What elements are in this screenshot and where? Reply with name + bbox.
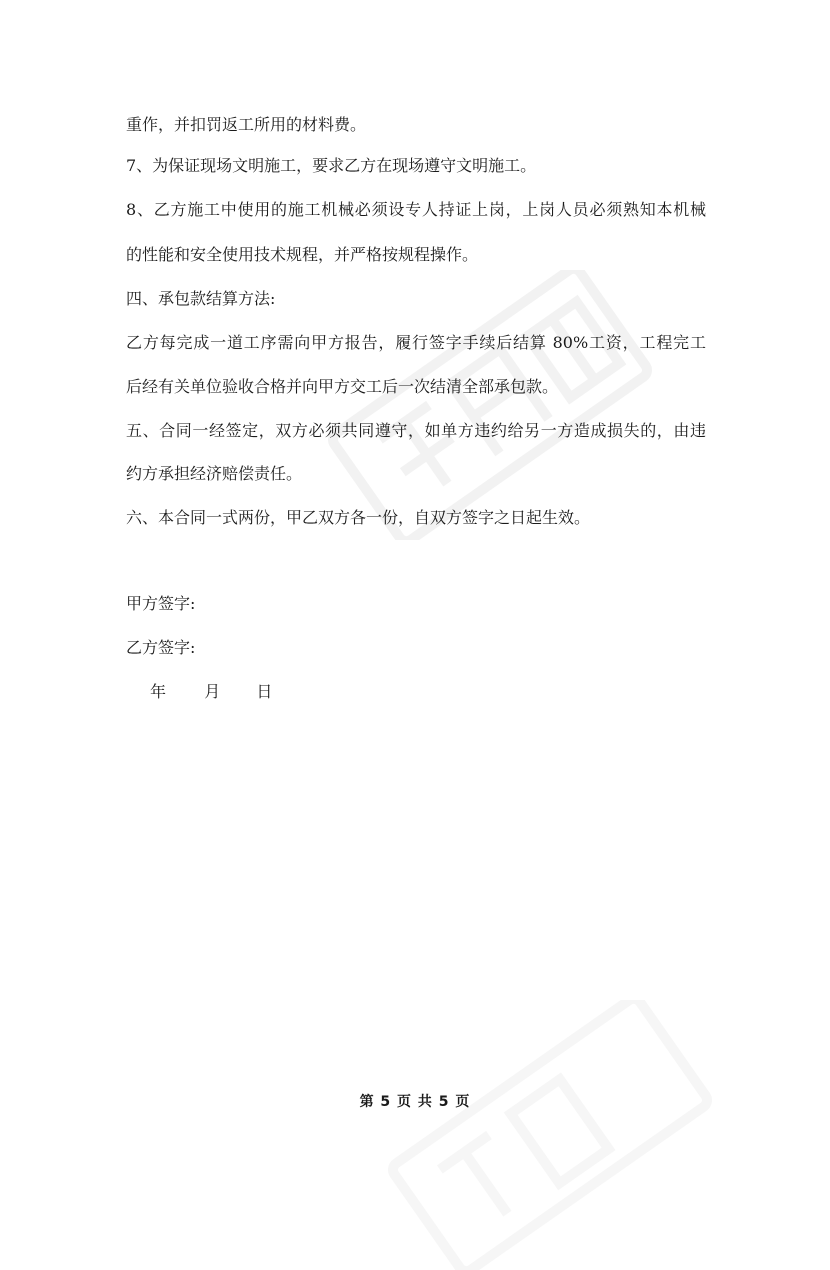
date-year: 年 [150,682,167,701]
watermark-logo-bottom [360,1000,740,1270]
paragraph-line-1: 重作，并扣罚返工所用的材料费。 [126,115,367,134]
signature-date [150,682,272,702]
watermark-logo [300,270,680,540]
date-month: 月 [204,682,221,701]
date-day: 日 [256,682,273,701]
clause-8-line-2: 的性能和安全使用技术规程，并严格按规程操作。 [126,245,479,264]
page-number-footer: 第 5 页 共 5 页 [359,1094,471,1110]
clause-7: 7、为保证现场文明施工，要求乙方在现场遵守文明施工。 [126,156,537,175]
settlement-line-2: 后经有关单位验收合格并向甲方交工后一次结清全部承包款。 [126,377,559,396]
section-five-line-2: 约方承担经济赔偿责任。 [126,464,303,483]
clause-8-line-1: 8、乙方施工中使用的施工机械必须设专人持证上岗，上岗人员必须熟知本机械 [126,200,706,219]
party-b-signature: 乙方签字: [126,638,196,657]
section-five-line-1: 五、合同一经签定，双方必须共同遵守，如单方违约给另一方造成损失的，由违 [126,421,706,440]
party-a-signature: 甲方签字: [126,594,196,613]
section-four-heading: 四、承包款结算方法: [126,289,276,308]
settlement-line-1: 乙方每完成一道工序需向甲方报告，履行签字手续后结算 80%工资，工程完工 [126,333,706,352]
section-six: 六、本合同一式两份，甲乙双方各一份，自双方签字之日起生效。 [126,508,591,527]
